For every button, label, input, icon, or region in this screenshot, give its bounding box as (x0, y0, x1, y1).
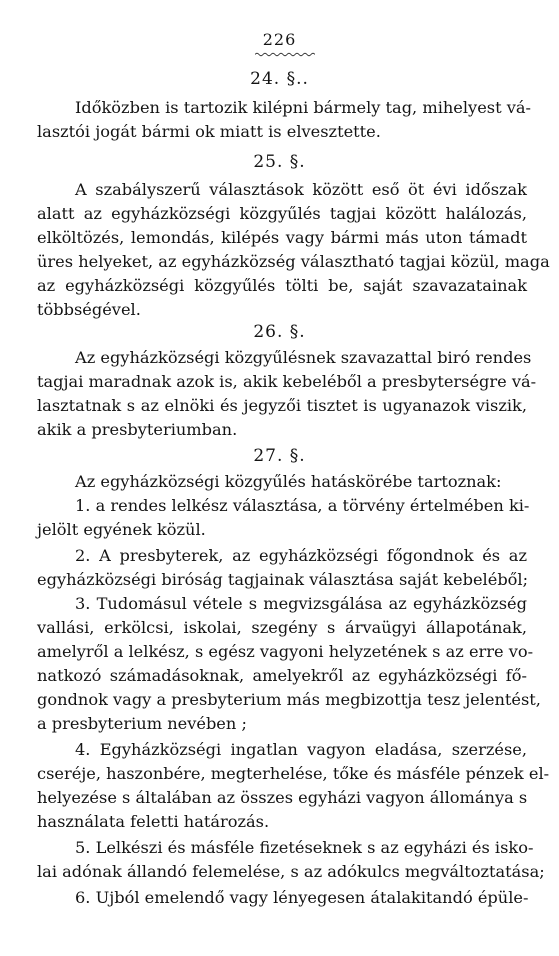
list-item: 5. Lelkészi és másféle fizetéseknek s az egyházi és isko- (75, 838, 534, 857)
section-heading-26: 26. §. (253, 322, 306, 342)
text-line: amelyről a lelkész, s egész vagyoni helyzetének s az erre vo- (37, 642, 534, 661)
text-line: Időközben is tartozik kilépni bármely tag, mihelyest vá- (75, 98, 532, 117)
page-number: 226 (262, 30, 297, 49)
section-heading-27: 27. §. (253, 446, 306, 466)
section-heading-24: 24. §.. (250, 69, 309, 89)
section-heading-25: 25. §. (253, 152, 306, 172)
text-line: egyházközségi biróság tagjainak választása saját kebeléből; (37, 570, 529, 589)
list-item: 3. Tudomásul vétele s megvizsgálása az egyházközség (75, 594, 527, 613)
text-line: lasztatnak s az elnöki és jegyzői tisztet is ugyanazok viszik, (37, 396, 527, 415)
page-number-ornament (255, 52, 315, 57)
text-line: elköltözés, lemondás, kilépés vagy bármi más uton támadt (37, 228, 527, 247)
text-line: natkozó számadásoknak, amelyekről az egyházközségi fő- (37, 666, 527, 685)
text-line: gondnok vagy a presbyterium más megbizottja tesz jelentést, (37, 690, 541, 709)
text-line: lai adónak állandó felemelése, s az adókulcs megváltoztatása; (37, 862, 545, 881)
text-line: lasztói jogát bármi ok miatt is elvesztette. (37, 122, 381, 141)
text-line: többségével. (37, 300, 141, 319)
text-line: cseréje, haszonbére, megterhelése, tőke és másféle pénzek el- (37, 764, 550, 783)
text-line: Az egyházközségi közgyűlésnek szavazattal biró rendes (75, 348, 532, 367)
text-line: Az egyházközségi közgyűlés hatáskörébe tartoznak: (75, 472, 502, 491)
text-line: üres helyeket, az egyházközség választható tagjai közül, maga (37, 252, 550, 271)
list-item: 2. A presbyterek, az egyházközségi főgondnok és az (75, 546, 527, 565)
text-line: használata feletti határozás. (37, 812, 270, 831)
text-line: akik a presbyteriumban. (37, 420, 238, 439)
text-line: jelölt egyének közül. (37, 520, 206, 539)
text-line: az egyházközségi közgyűlés tölti be, saját szavazatainak (37, 276, 527, 295)
list-item: 1. a rendes lelkész választása, a törvény értelmében ki- (75, 496, 530, 515)
text-line: tagjai maradnak azok is, akik kebeléből a presbyterségre vá- (37, 372, 537, 391)
text-line: helyezése s általában az összes egyházi vagyon állománya s (37, 788, 528, 807)
list-item: 4. Egyházközségi ingatlan vagyon eladása, szerzése, (75, 740, 527, 759)
list-item: 6. Ujból emelendő vagy lényegesen átalakitandó épüle- (75, 888, 529, 907)
text-line: alatt az egyházközségi közgyűlés tagjai között halálozás, (37, 204, 527, 223)
text-line: A szabályszerű választások között eső öt évi időszak (75, 180, 527, 199)
text-line: a presbyterium nevében ; (37, 714, 247, 733)
text-line: vallási, erkölcsi, iskolai, szegény s árvaügyi állapotának, (37, 618, 527, 637)
